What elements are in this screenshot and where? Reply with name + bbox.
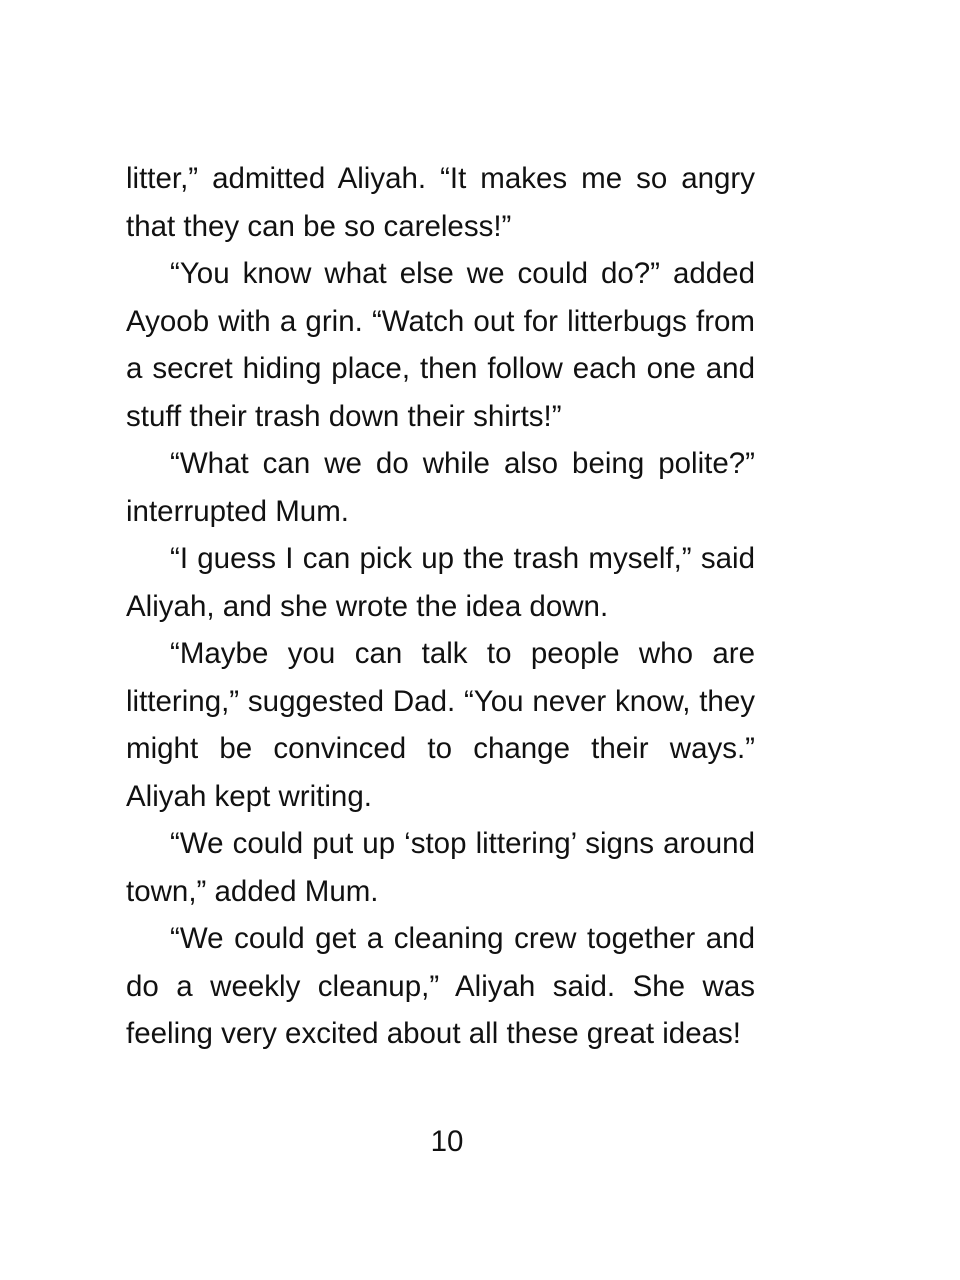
paragraph-aliyah-cleanup: “We could get a cleaning crew together and do a weekly cleanup,” Aliyah said. She was feeling very excited about all these great ideas!	[126, 922, 755, 1050]
paragraph-ayoob-idea: “You know what else we could do?” added Ayoob with a grin. “Watch out for litterbugs from a secret hiding place, then follow each one and stuff their trash down their shirts!”	[126, 257, 755, 433]
story-text	[126, 155, 755, 1058]
paragraph-dad-talk: “Maybe you can talk to people who are littering,” suggested Dad. “You never know, they might be convinced to change their ways.” Aliyah kept writing.	[126, 637, 755, 813]
paragraph-continuation: litter,” admitted Aliyah. “It makes me so angry that they can be so careless!”	[126, 162, 755, 243]
paragraph-aliyah-pick-up: “I guess I can pick up the trash myself,” said Aliyah, and she wrote the idea down.	[126, 542, 755, 623]
paragraph-mum-polite: “What can we do while also being polite?” interrupted Mum.	[126, 447, 755, 528]
page-number: 10	[430, 1125, 464, 1158]
paragraph-mum-signs: “We could put up ‘stop littering’ signs around town,” added Mum.	[126, 827, 755, 908]
